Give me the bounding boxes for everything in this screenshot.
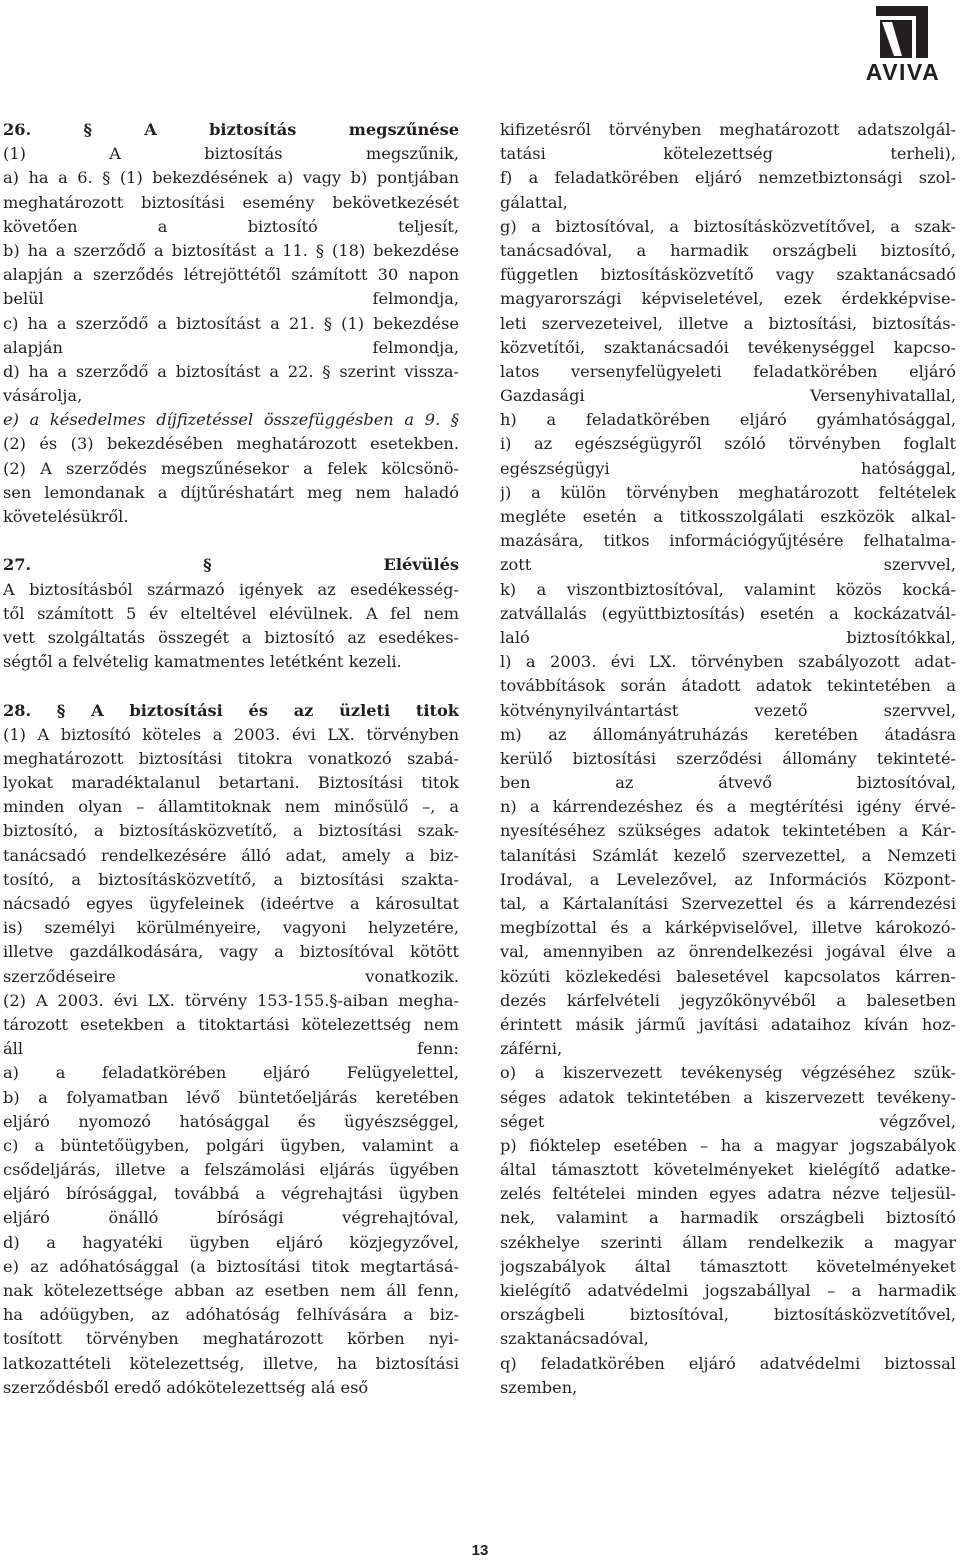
- section-heading: 27. § Elévülés: [3, 555, 459, 575]
- aviva-wordmark: AVIVA: [865, 59, 941, 85]
- text-line: dezés kárfelvételi jegyzőkönyvéből a balesetben: [500, 990, 956, 1010]
- text-line: megbízottal és a kárképviselővel, illetve károkozó-: [500, 918, 956, 938]
- text-line: Gazdasági Versenyhivatallal,: [500, 386, 956, 406]
- text-line: kötvénynyilvántartást vezető szervvel,: [500, 700, 956, 720]
- text-line: által támasztott követelményeket kielégítő adatke-: [500, 1160, 956, 1180]
- text-line: eljáró nyomozó hatósággal és ügyészséggel,: [3, 1111, 459, 1131]
- text-line: nácsadó egyes ügyfeleinek (ideértve a károsultat: [3, 894, 459, 913]
- text-line: szerződésből eredő adókötelezettség alá eső: [3, 1377, 369, 1397]
- text-line: csődeljárás, illetve a felszámolási eljárás ügyében: [3, 1160, 459, 1180]
- text-line: biztosító, a biztosításközvetítő, a biztosítási szak-: [3, 821, 459, 841]
- page-number: 13: [471, 1542, 489, 1559]
- text-line: d) ha a szerződő a biztosítást a 22. § szerint vissza-: [3, 361, 459, 381]
- text-line: ségtől a felvételig kamatmentes letétként kezeli.: [3, 652, 402, 672]
- text-line: c) ha a szerződő a biztosítást a 21. § (1) bekezdése: [3, 313, 459, 333]
- text-line: a) a feladatkörében eljáró Felügyelettel,: [3, 1063, 459, 1083]
- text-line: g) a biztosítóval, a biztosításközvetítővel, a szak-: [500, 216, 956, 236]
- text-line: meghatározott biztosítási esemény bekövetkezését: [3, 192, 459, 212]
- text-line: A biztosításból származó igények az esedékesség-: [3, 579, 459, 599]
- text-line: nak kötelezettsége abban az esetben nem áll fenn,: [3, 1281, 459, 1300]
- text-line: d) a hagyatéki ügyben eljáró közjegyzővel,: [3, 1232, 459, 1252]
- text-line: séges adatok tekintetében a kiszervezett tevékeny-: [500, 1087, 956, 1107]
- text-line: továbbítások során átadott adatok tekintetében a: [500, 676, 956, 696]
- left-column: [3, 118, 459, 1400]
- right-column: [500, 118, 956, 1400]
- text-line: mazására, titkos információgyűjtésére felhatalma-: [500, 531, 956, 551]
- text-line: b) ha a szerződő a biztosítást a 11. § (18) bekezdése: [3, 240, 459, 260]
- text-line: is) személyi körülményeire, vagyoni helyzetére,: [3, 918, 459, 938]
- text-line: (1) A biztosító köteles a 2003. évi LX. törvényben: [3, 724, 459, 744]
- text-line: leti szervezeteivel, illetve a biztosítási, biztosítás-: [500, 313, 956, 333]
- text-line: (2) A 2003. évi LX. törvény 153-155.§-aiban megha-: [3, 990, 459, 1010]
- text-line: belül felmondja,: [3, 289, 459, 309]
- text-line: zatvállalás (együttbiztosítás) esetén a kockázatvál-: [500, 603, 956, 623]
- text-line: a) ha a 6. § (1) bekezdésének a) vagy b) pontjában: [3, 168, 459, 188]
- text-line: illetve gazdálkodására, vagy a biztosítóval kötött: [3, 942, 459, 962]
- text-line: szemben,: [500, 1377, 578, 1397]
- paragraph-gap: [3, 674, 459, 698]
- text-line: magyarországi képviseletével, ezek érdekképvise-: [500, 289, 956, 309]
- paragraph-gap: [3, 529, 459, 553]
- text-line: zelés feltételei minden egyes adatra nézve teljesül-: [500, 1184, 956, 1204]
- text-line: val, amennyiben az önrendelkezési jogával élve a: [500, 942, 956, 962]
- text-line: q) feladatkörében eljáró adatvédelmi biztossal: [500, 1353, 956, 1373]
- section-heading: 26. § A biztosítás megszűnése: [3, 120, 459, 139]
- text-line: o) a kiszervezett tevékenység végzéséhez szük-: [500, 1063, 956, 1083]
- text-line: sen lemondanak a díjtűréshatárt meg nem haladó: [3, 482, 459, 502]
- text-line: nyesítéséhez szükséges adatok tekintetében a Kár-: [500, 821, 956, 841]
- text-line: közúti közlekedési balesetével kapcsolatos kárren-: [500, 966, 956, 986]
- text-line: tározott esetekben a titoktartási kötelezettség nem: [3, 1014, 459, 1034]
- text-line: Irodával, a Levelezővel, az Információs Központ-: [500, 869, 956, 889]
- text-line: l) a 2003. évi LX. törvényben szabályozott adat-: [500, 652, 956, 672]
- text-line: eljáró bírósággal, továbbá a végrehajtási ügyben: [3, 1184, 459, 1204]
- text-line: minden olyan – államtitoknak nem minősülő –, a: [3, 797, 459, 817]
- text-line: megléte esetén a titkosszolgálati eszközök alkal-: [500, 507, 956, 526]
- text-line: h) a feladatkörében eljáró gyámhatósággal,: [500, 410, 956, 430]
- text-line: nek, valamint a harmadik országbeli biztosító: [500, 1208, 956, 1228]
- text-line: (2) és (3) bekezdésében meghatározott esetekben.: [3, 434, 459, 454]
- aviva-logo: [850, 6, 956, 85]
- text-line: lyokat maradéktalanul betartani. Biztosítási titok: [3, 773, 459, 793]
- text-line: től számított 5 év elteltével elévülnek. A fel nem: [3, 603, 459, 623]
- text-line: latos versenyfelügyeleti feladatkörében eljáró: [500, 361, 956, 381]
- text-line: követelésükről.: [3, 507, 129, 526]
- text-line: tosító, a biztosításközvetítő, a biztosítási szakta-: [3, 869, 459, 889]
- text-line: közvetítői, szaktanácsadói tevékenységgel kapcso-: [500, 337, 956, 357]
- text-line: n) a kárrendezéshez és a megtérítési igény érvé-: [500, 797, 956, 817]
- text-line: e) a késedelmes díjfizetéssel összefüggésben a 9. §: [3, 410, 459, 430]
- text-line: meghatározott biztosítási titokra vonatkozó szabá-: [3, 748, 459, 768]
- text-line: e) az adóhatósággal (a biztosítási titok megtartásá-: [3, 1256, 459, 1276]
- text-line: b) a folyamatban lévő büntetőeljárás keretében: [3, 1087, 459, 1107]
- text-line: vett szolgáltatás összegét a biztosító az esedékes-: [3, 627, 459, 647]
- text-line: záférni,: [500, 1039, 563, 1059]
- text-line: talanítási Számlát kezelő szervezettel, a Nemzeti: [500, 845, 956, 865]
- text-line: alapján felmondja,: [3, 337, 459, 357]
- text-line: szerződéseire vonatkozik.: [3, 966, 459, 986]
- text-line: zott szervvel,: [500, 555, 956, 575]
- text-line: szaktanácsadóval,: [500, 1329, 649, 1349]
- text-line: áll fenn:: [3, 1039, 459, 1059]
- text-line: követően a biztosító teljesít,: [3, 216, 459, 236]
- text-line: (2) A szerződés megszűnésekor a felek kölcsönö-: [3, 458, 459, 478]
- text-line: laló biztosítókkal,: [500, 627, 956, 647]
- text-line: kerülő biztosítási szerződési állomány tekinteté-: [500, 748, 956, 768]
- text-line: jogszabályok által támasztott követelményeket: [500, 1256, 956, 1276]
- aviva-mark-icon: [876, 6, 928, 58]
- text-line: érintett másik jármű javítási adataihoz kíván hoz-: [500, 1014, 956, 1034]
- text-line: tanácsadó rendelkezésére álló adat, amely a biz-: [3, 845, 459, 865]
- text-line: tosított törvényben meghatározott körben nyi-: [3, 1329, 459, 1349]
- text-line: egészségügyi hatósággal,: [500, 458, 956, 478]
- text-line: vásárolja,: [3, 386, 83, 406]
- text-line: ben az átvevő biztosítóval,: [500, 773, 956, 793]
- text-line: séget végzővel,: [500, 1111, 956, 1131]
- text-line: j) a külön törvényben meghatározott feltételek: [500, 482, 956, 502]
- text-line: m) az állományátruházás keretében átadásra: [500, 724, 956, 744]
- text-line: p) fióktelep esetében – ha a magyar jogszabályok: [500, 1135, 956, 1155]
- text-line: ha adóügyben, az adóhatóság felhívására a biz-: [3, 1305, 459, 1325]
- section-heading: 28. § A biztosítási és az üzleti titok: [3, 700, 459, 720]
- text-line: tal, a Kártalanítási Szervezettel és a kárrendezési: [500, 894, 956, 913]
- text-line: gálattal,: [500, 192, 568, 212]
- text-line: független biztosításközvetítő vagy szaktanácsadó: [500, 265, 956, 285]
- text-line: i) az egészségügyről szóló törvényben foglalt: [500, 434, 956, 454]
- text-line: k) a viszontbiztosítóval, valamint közös kocká-: [500, 579, 956, 599]
- text-line: kifizetésről törvényben meghatározott adatszolgál-: [500, 120, 956, 139]
- text-line: tatási kötelezettség terheli),: [500, 144, 956, 164]
- text-line: székhelye szerinti állam rendelkezik a magyar: [500, 1232, 956, 1252]
- text-line: eljáró önálló bírósági végrehajtóval,: [3, 1208, 459, 1228]
- text-line: c) a büntetőügyben, polgári ügyben, valamint a: [3, 1135, 459, 1155]
- text-line: f) a feladatkörében eljáró nemzetbiztonsági szol-: [500, 168, 956, 188]
- text-line: országbeli biztosítóval, biztosításközvetítővel,: [500, 1305, 956, 1325]
- text-line: alapján a szerződés létrejöttétől számított 30 napon: [3, 265, 459, 285]
- text-line: tanácsadóval, a harmadik országbeli biztosító,: [500, 240, 956, 260]
- text-line: kielégítő adatvédelmi jogszabállyal – a harmadik: [500, 1281, 956, 1300]
- text-line: latkozattételi kötelezettség, illetve, ha biztosítási: [3, 1353, 459, 1373]
- text-line: (1) A biztosítás megszűnik,: [3, 144, 459, 164]
